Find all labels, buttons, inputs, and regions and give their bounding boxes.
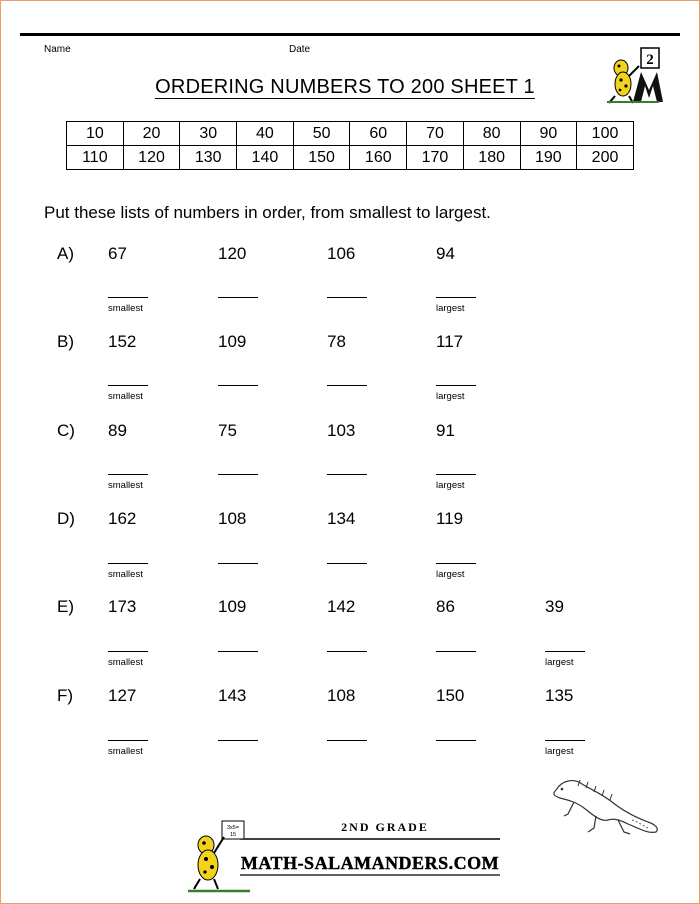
question-number: 86 xyxy=(436,597,455,616)
smallest-tag: smallest xyxy=(108,657,143,668)
question-number: 134 xyxy=(327,509,356,528)
table-cell: 90 xyxy=(520,122,577,146)
answer-blank[interactable] xyxy=(327,385,367,386)
logo-grade-digit: 2 xyxy=(646,52,654,68)
question-number: 152 xyxy=(108,332,137,351)
table-row xyxy=(67,122,634,146)
question-number: 120 xyxy=(218,244,247,263)
answer-blank[interactable] xyxy=(108,474,148,475)
question-number: 94 xyxy=(436,244,455,263)
answer-blank[interactable] xyxy=(436,563,476,564)
smallest-tag: smallest xyxy=(108,303,143,314)
table-cell: 30 xyxy=(180,122,237,146)
answer-blank[interactable] xyxy=(327,651,367,652)
largest-tag: largest xyxy=(436,391,465,402)
sign-sum: 3x5= xyxy=(226,825,240,831)
answer-blank[interactable] xyxy=(545,740,585,741)
answer-blank[interactable] xyxy=(108,651,148,652)
answer-blank[interactable] xyxy=(436,740,476,741)
table-cell: 10 xyxy=(67,122,124,146)
largest-tag: largest xyxy=(545,657,574,668)
answer-blank[interactable] xyxy=(436,474,476,475)
answer-blank[interactable] xyxy=(218,651,258,652)
table-cell: 150 xyxy=(293,146,350,170)
question-number: 106 xyxy=(327,244,356,263)
answer-blank[interactable] xyxy=(108,563,148,564)
salamander-logo-icon xyxy=(603,46,663,104)
table-cell: 130 xyxy=(180,146,237,170)
question-number: 119 xyxy=(436,509,464,528)
answer-blank[interactable] xyxy=(218,385,258,386)
reference-number-table xyxy=(66,121,634,170)
question-label-a: A) xyxy=(57,244,74,263)
table-cell: 70 xyxy=(407,122,464,146)
footer-grade: 2ND GRADE xyxy=(341,820,429,834)
worksheet-title xyxy=(110,76,580,99)
answer-blank[interactable] xyxy=(108,740,148,741)
table-cell: 180 xyxy=(463,146,520,170)
salamander-doodle-icon xyxy=(548,772,663,842)
smallest-tag: smallest xyxy=(108,746,143,757)
table-cell: 60 xyxy=(350,122,407,146)
table-cell: 20 xyxy=(123,122,180,146)
instructions: Put these lists of numbers in order, from smallest to largest. xyxy=(44,203,491,222)
question-number: 127 xyxy=(108,686,137,705)
question-number: 150 xyxy=(436,686,465,705)
table-cell: 140 xyxy=(237,146,294,170)
answer-blank[interactable] xyxy=(327,297,367,298)
title-text: ORDERING NUMBERS TO 200 SHEET 1 xyxy=(155,76,535,98)
question-number: 162 xyxy=(108,509,137,528)
date-label: Date xyxy=(289,44,311,55)
answer-blank[interactable] xyxy=(545,651,585,652)
table-row xyxy=(67,146,634,170)
question-number: 78 xyxy=(327,332,346,351)
question-label-d: D) xyxy=(57,509,75,528)
question-number: 109 xyxy=(218,332,247,351)
largest-tag: largest xyxy=(436,480,465,491)
question-number: 75 xyxy=(218,421,237,440)
table-cell: 190 xyxy=(520,146,577,170)
smallest-tag: smallest xyxy=(108,569,143,580)
answer-blank[interactable] xyxy=(218,563,258,564)
question-number: 103 xyxy=(327,421,356,440)
answer-blank[interactable] xyxy=(108,385,148,386)
question-number: 143 xyxy=(218,686,247,705)
table-cell: 100 xyxy=(577,122,634,146)
question-number: 89 xyxy=(108,421,127,440)
table-cell: 50 xyxy=(293,122,350,146)
question-number: 39 xyxy=(545,597,564,616)
question-label-b: B) xyxy=(57,332,74,351)
answer-blank[interactable] xyxy=(327,474,367,475)
largest-tag: largest xyxy=(436,569,465,580)
answer-blank[interactable] xyxy=(218,474,258,475)
question-number: 117 xyxy=(436,332,464,351)
table-cell: 80 xyxy=(463,122,520,146)
table-cell: 40 xyxy=(237,122,294,146)
answer-blank[interactable] xyxy=(436,651,476,652)
top-rule xyxy=(20,33,680,36)
question-number: 135 xyxy=(545,686,574,705)
smallest-tag: smallest xyxy=(108,391,143,402)
math-salamanders-footer-logo xyxy=(180,815,520,895)
question-number: 142 xyxy=(327,597,356,616)
answer-blank[interactable] xyxy=(327,740,367,741)
question-number: 109 xyxy=(218,597,247,616)
sign-answer: 15 xyxy=(229,832,237,838)
table-cell: 120 xyxy=(123,146,180,170)
answer-blank[interactable] xyxy=(436,297,476,298)
answer-blank[interactable] xyxy=(218,740,258,741)
answer-blank[interactable] xyxy=(327,563,367,564)
question-number: 108 xyxy=(218,509,247,528)
table-cell: 110 xyxy=(67,146,124,170)
answer-blank[interactable] xyxy=(436,385,476,386)
answer-blank[interactable] xyxy=(218,297,258,298)
question-number: 91 xyxy=(436,421,455,440)
table-cell: 160 xyxy=(350,146,407,170)
question-label-e: E) xyxy=(57,597,74,616)
smallest-tag: smallest xyxy=(108,480,143,491)
largest-tag: largest xyxy=(436,303,465,314)
answer-blank[interactable] xyxy=(108,297,148,298)
largest-tag: largest xyxy=(545,746,574,757)
question-number: 67 xyxy=(108,244,127,263)
table-cell: 170 xyxy=(407,146,464,170)
footer-site-text: MATH-SALAMANDERS.COM xyxy=(240,853,500,873)
question-label-f: F) xyxy=(57,686,74,705)
question-number: 108 xyxy=(327,686,356,705)
question-label-c: C) xyxy=(57,421,75,440)
name-label: Name xyxy=(44,44,71,55)
table-cell: 200 xyxy=(577,146,634,170)
question-number: 173 xyxy=(108,597,137,616)
